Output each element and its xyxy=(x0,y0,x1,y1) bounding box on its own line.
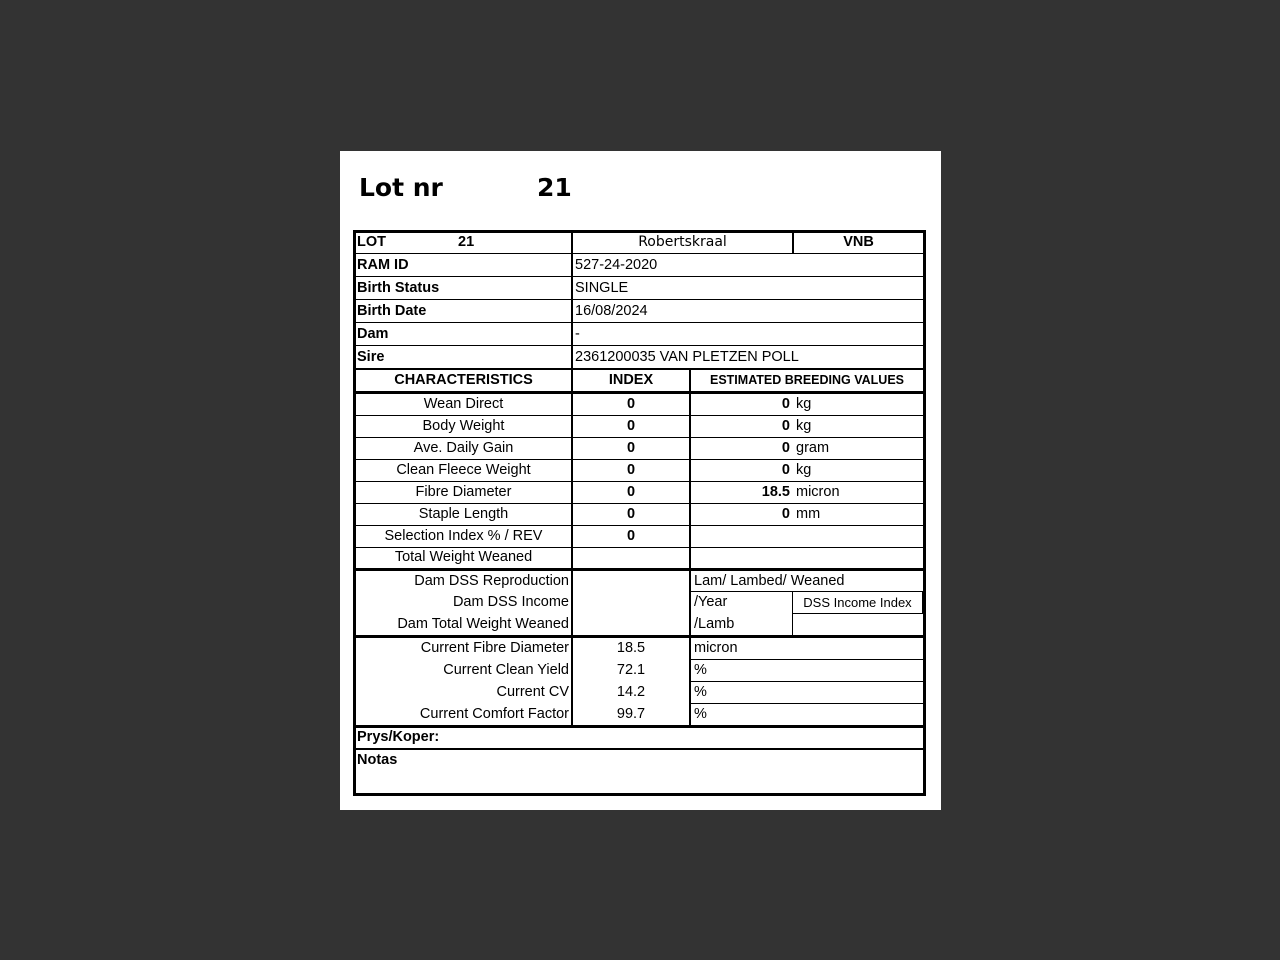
sire-value: 2361200035 VAN PLETZEN POLL xyxy=(575,349,799,365)
lot-sheet xyxy=(340,151,941,810)
divider xyxy=(353,253,926,254)
divider xyxy=(571,253,573,369)
trait-index: 0 xyxy=(626,528,636,544)
trait-ebv: 18.5 xyxy=(761,484,790,500)
divider xyxy=(792,230,794,254)
divider xyxy=(571,230,573,254)
current-name: Current Clean Yield xyxy=(443,662,569,678)
trait-index: 0 xyxy=(626,506,636,522)
trait-ebv: 0 xyxy=(781,506,790,522)
trait-name: Fibre Diameter xyxy=(415,484,512,500)
trait-ebv: 0 xyxy=(781,418,790,434)
current-value: 14.2 xyxy=(616,684,646,700)
divider xyxy=(689,370,691,570)
lot-label: LOT xyxy=(357,234,386,250)
trait-unit: mm xyxy=(796,506,821,522)
notes-label: Notas xyxy=(357,752,398,768)
trait-ebv: 0 xyxy=(781,440,790,456)
birth-status-label: Birth Status xyxy=(357,280,440,296)
trait-unit: kg xyxy=(796,396,812,412)
trait-name: Total Weight Weaned xyxy=(394,549,533,565)
trait-unit: gram xyxy=(796,440,830,456)
current-unit: % xyxy=(694,706,707,722)
dam-dss-reproduction-label: Dam DSS Reproduction xyxy=(414,573,569,589)
divider xyxy=(571,637,573,725)
dam-total-weight-unit: /Lamb xyxy=(694,616,735,632)
frame-right xyxy=(923,230,926,796)
trait-index: 0 xyxy=(626,440,636,456)
ebv-header: ESTIMATED BREEDING VALUES xyxy=(710,373,904,387)
trait-ebv: 0 xyxy=(781,462,790,478)
dam-label: Dam xyxy=(357,326,389,342)
ram-id-label: RAM ID xyxy=(357,257,409,273)
divider xyxy=(353,276,926,277)
dam-dss-income-label: Dam DSS Income xyxy=(452,594,569,610)
trait-unit: kg xyxy=(796,462,812,478)
trait-unit xyxy=(793,547,921,568)
trait-name: Wean Direct xyxy=(423,396,504,412)
current-value: 18.5 xyxy=(616,640,646,656)
lot-value: 21 xyxy=(458,234,475,250)
index-header: INDEX xyxy=(608,372,654,388)
trait-ebv: 0 xyxy=(781,396,790,412)
dss-income-index-label: DSS Income Index xyxy=(803,595,912,610)
dam-dss-reproduction-unit: Lam/ Lambed/ Weaned xyxy=(694,573,845,589)
trait-unit xyxy=(793,526,921,547)
birth-status-value: SINGLE xyxy=(575,280,629,296)
trait-unit: kg xyxy=(796,418,812,434)
trait-index: 0 xyxy=(626,418,636,434)
trait-index xyxy=(573,547,689,568)
trait-unit: micron xyxy=(796,484,840,500)
trait-ebv xyxy=(691,526,792,547)
lot-title: Lot nr xyxy=(359,173,443,202)
trait-name: Body Weight xyxy=(422,418,505,434)
dam-dss-income-unit: /Year xyxy=(694,594,728,610)
divider xyxy=(571,370,573,570)
divider xyxy=(353,299,926,300)
divider xyxy=(353,322,926,323)
trait-ebv xyxy=(691,547,792,568)
lot-number: 21 xyxy=(537,173,572,202)
divider xyxy=(689,637,691,725)
trait-name: Selection Index % / REV xyxy=(384,528,543,544)
current-name: Current CV xyxy=(496,684,569,700)
trait-index: 0 xyxy=(626,396,636,412)
current-unit: % xyxy=(694,662,707,678)
divider xyxy=(571,570,573,636)
sire-label: Sire xyxy=(357,349,385,365)
birth-date-value: 16/08/2024 xyxy=(575,303,648,319)
ram-id-value: 527-24-2020 xyxy=(575,257,658,273)
current-unit: micron xyxy=(694,640,738,656)
current-value: 72.1 xyxy=(616,662,646,678)
characteristics-header: CHARACTERISTICS xyxy=(394,372,533,388)
current-name: Current Fibre Diameter xyxy=(420,640,569,656)
divider xyxy=(792,613,793,635)
breeder-name: Robertskraal xyxy=(638,234,727,250)
trait-name: Ave. Daily Gain xyxy=(413,440,514,456)
divider xyxy=(689,570,691,636)
trait-index: 0 xyxy=(626,462,636,478)
current-value: 99.7 xyxy=(616,706,646,722)
trait-name: Clean Fleece Weight xyxy=(396,462,531,478)
frame-bottom xyxy=(353,793,926,796)
breeder-code: VNB xyxy=(843,234,874,250)
trait-name: Staple Length xyxy=(418,506,509,522)
price-buyer-label: Prys/Koper: xyxy=(357,729,440,745)
current-unit: % xyxy=(694,684,707,700)
dam-total-weight-label: Dam Total Weight Weaned xyxy=(397,616,569,632)
current-name: Current Comfort Factor xyxy=(419,706,569,722)
birth-date-label: Birth Date xyxy=(357,303,427,319)
trait-index: 0 xyxy=(626,484,636,500)
lot-details-table xyxy=(353,230,926,796)
dam-value: - xyxy=(575,326,580,342)
divider xyxy=(353,345,926,346)
